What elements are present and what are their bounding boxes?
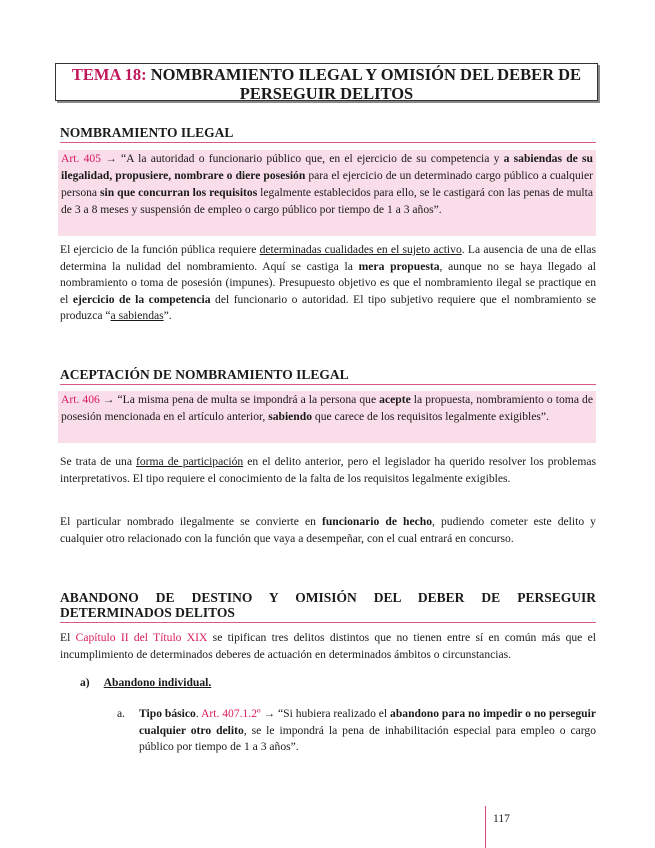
article-405-link[interactable]: Art. 405: [61, 152, 101, 165]
page-title: [55, 63, 598, 101]
section-heading-aceptacion: ACEPTACIÓN DE NOMBRAMIENTO ILEGAL: [60, 367, 596, 385]
section-heading-abandono: ABANDONO DE DESTINO Y OMISIÓN DEL DEBER DE PERSEGUIR DETERMINADOS DELITOS: [60, 590, 596, 623]
tema-label: TEMA 18:: [71, 65, 147, 84]
title-line-1: NOMBRAMIENTO ILEGAL Y OMISIÓN DEL DEBER DE: [146, 65, 582, 84]
footer-divider: [485, 806, 486, 848]
subsection-abandono-individual: a) Abandono individual.: [80, 676, 212, 689]
article-406-link[interactable]: Art. 406: [61, 393, 100, 406]
capitulo-link[interactable]: Capítulo II del Título XIX: [75, 631, 208, 644]
paragraph-participacion: Se trata de una forma de participación en el delito anterior, pero el legislador ha querido resolver los problemas interpretativos. El tipo requiere el conocimiento de la falta de los requisitos legalmente exigibles.: [60, 455, 596, 485]
paragraph-nombramiento: El ejercicio de la función pública requiere determinadas cualidades en el sujeto activo. La ausencia de una de ellas determina la nulidad del nombramiento. Aquí se castiga la mera propuesta, aunque no se haya llegado al nombramiento o toma de posesión (impunes). Presupuesto objetivo es que el nombramiento ilegal se practique en el ejercicio de la competencia del funcionario o autoridad. El tipo subjetivo requiere que el nombramiento se produzca “a sabiendas”.: [60, 243, 596, 322]
paragraph-capitulo: El Capítulo II del Título XIX se tipifican tres delitos distintos que no tienen entre sí en común más que el incumplimiento de determinados deberes de actuación en determinados ámbitos o circunstancias.: [60, 631, 596, 661]
article-405-quote: Art. 405 → “A la autoridad o funcionario público que, en el ejercicio de su competencia y a sabiendas de su ilegalidad, propusiere, nombrare o diere posesión para el ejercicio de un determinado cargo público a cualquier persona sin que concurran los requisitos legalmente establecidos para ello, se le castigará con las penas de multa de 3 a 8 meses y suspensión de empleo o cargo público por tiempo de 1 a 3 años”.: [58, 150, 596, 236]
section-heading-nombramiento: NOMBRAMIENTO ILEGAL: [60, 125, 596, 143]
article-407-link[interactable]: Art. 407.1.2º: [200, 707, 261, 720]
title-line-2: PERSEGUIR DELITOS: [239, 84, 414, 103]
article-406-quote: Art. 406 → “La misma pena de multa se impondrá a la persona que acepte la propuesta, nombramiento o toma de posesión mencionada en el artículo anterior, sabiendo que carece de los requisitos legalmente exigibles”.: [58, 391, 596, 443]
page-number: 117: [493, 812, 510, 825]
list-item-tipo-basico: a. Tipo básico. Art. 407.1.2º → “Si hubiera realizado el abandono para no impedir o no perseguir cualquier otro delito, se le impondrá la pena de inhabilitación especial para empleo o cargo público por tiempo de 1 a 3 años”.: [117, 707, 596, 753]
paragraph-funcionario-de-hecho: El particular nombrado ilegalmente se convierte en funcionario de hecho, pudiendo cometer este delito y cualquier otro relacionado con la función que vaya a desempeñar, con el cual entrará en concurso.: [60, 515, 596, 545]
